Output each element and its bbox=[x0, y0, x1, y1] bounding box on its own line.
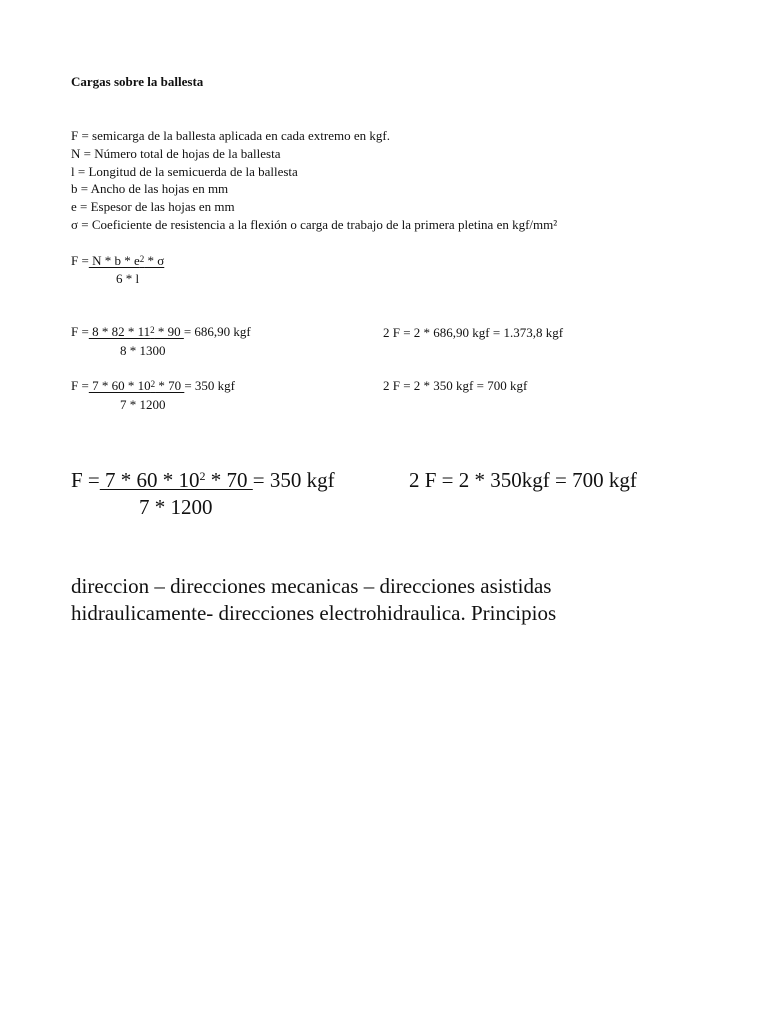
calc3-denominator: 7 * 1200 bbox=[139, 495, 213, 519]
definition-n: N = Número total de hojas de la ballesta bbox=[71, 146, 281, 161]
definition-e: e = Espesor de las hojas en mm bbox=[71, 199, 235, 214]
calc1-denominator: 8 * 1300 bbox=[120, 343, 166, 358]
calc3-numerator-line: $F = 7 * 60 * 10^2 * 70 = 350$ kgf bbox=[71, 468, 335, 492]
calc3-double: 2 F = 2 * 350kgf = 700 kgf bbox=[409, 468, 637, 492]
calc3-numerator: $7 * 60 * 10^2 * 70$ bbox=[99, 468, 253, 492]
definition-f: F = semicarga de la ballesta aplicada en cada extremo en kgf. bbox=[71, 128, 390, 143]
calc2-double: 2 F = 2 * 350 kgf = 700 kgf bbox=[383, 378, 528, 393]
calc1-result: = 686,90 kgf bbox=[183, 324, 251, 339]
calc2-numerator-line: $F = 7 * 60 * 10^2 * 70 = 350$ kgf bbox=[71, 378, 235, 393]
paragraph-line-1: direccion – direcciones mecanicas – direcciones asistidas bbox=[71, 574, 552, 598]
calc1-numerator-line: $F = 8 * 82 * 11^2 * 90 = 686,90$ kgf bbox=[71, 324, 251, 339]
paragraph-line-2: hidraulicamente- direcciones electrohidraulica. Principios bbox=[71, 601, 557, 625]
formula-numerator: N * b * $e^2$ * σ bbox=[88, 253, 165, 268]
page-title: Cargas sobre la ballesta bbox=[71, 74, 204, 89]
calc2-result: = 350 kgf bbox=[184, 378, 235, 393]
calc3-result: = 350 kgf bbox=[252, 468, 335, 492]
calc2-numerator: $7 * 60 * 10^2 * 70$ bbox=[88, 378, 185, 393]
calc1-numerator: $8 * 82 * 11^2 * 90$ bbox=[88, 324, 184, 339]
definition-sigma: σ = Coeficiente de resistencia a la flexión o carga de trabajo de la primera pletina en kgf/mm² bbox=[71, 217, 558, 232]
definition-b: b = Ancho de las hojas en mm bbox=[71, 181, 229, 196]
formula-numerator-line bbox=[71, 252, 164, 270]
calc1-double: 2 F = 2 * 686,90 kgf = 1.373,8 kgf bbox=[383, 325, 564, 340]
formula-denominator: 6 * l bbox=[116, 271, 140, 286]
calc2-denominator: 7 * 1200 bbox=[120, 397, 166, 412]
formula-lhs: F = bbox=[71, 253, 89, 268]
definition-l: l = Longitud de la semicuerda de la ballesta bbox=[71, 164, 298, 179]
